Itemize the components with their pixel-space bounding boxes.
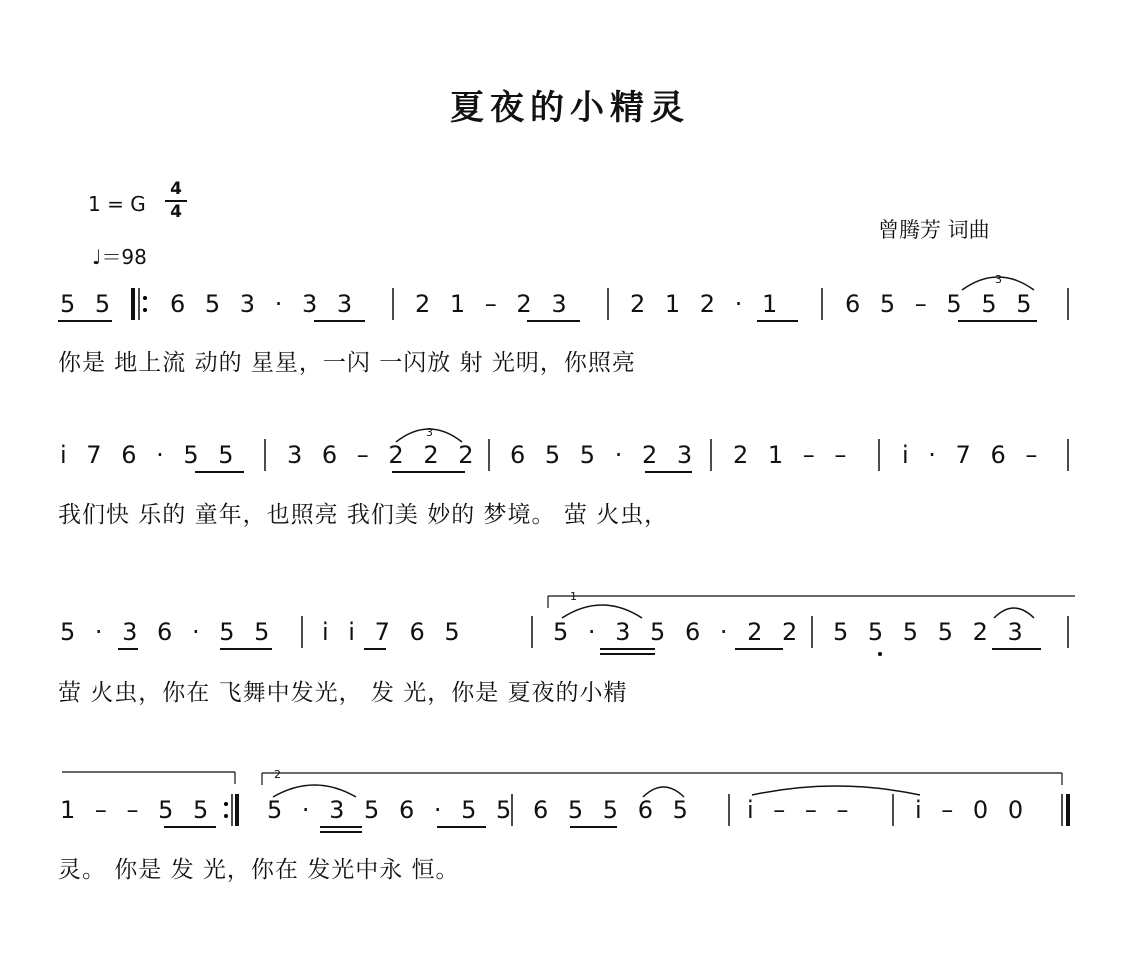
volta-1-label: 1 bbox=[570, 590, 577, 603]
measure-notes: 5 · 3 5 6 · 5 5 bbox=[267, 796, 518, 824]
tie-arc bbox=[752, 786, 920, 795]
measure-notes: 5 · 3 6 · 5 5 bbox=[60, 618, 276, 646]
lyric-line: 灵。 你是 发 光，你在 发光中永 恒。 bbox=[58, 857, 460, 883]
measure-notes: 5 5 bbox=[60, 290, 117, 318]
triplet-number: 3 bbox=[995, 273, 1002, 286]
measure-notes: i 7 6 · 5 5 bbox=[60, 441, 240, 469]
repeat-dot bbox=[143, 308, 147, 312]
measure-notes: 1 – – 5 5 bbox=[60, 796, 215, 824]
slur-arc bbox=[994, 608, 1034, 618]
measure-notes: 3 6 – 2 2 2 bbox=[287, 441, 480, 469]
measure-notes: 6 5 3 · 3 3 bbox=[170, 290, 359, 318]
low-octave-dot bbox=[878, 652, 882, 656]
measure-notes: 2 1 – 2 3 bbox=[415, 290, 573, 318]
slur-arc bbox=[562, 605, 642, 618]
measure-notes: 2 1 2 · 1 bbox=[630, 290, 784, 318]
measure-notes: i · 7 6 – bbox=[902, 441, 1044, 469]
measure-notes: 5 5 5 5 2 3 bbox=[833, 618, 1029, 646]
measure-notes: 6 5 5 · 2 3 bbox=[510, 441, 699, 469]
volta-2-label: 2 bbox=[274, 768, 281, 781]
key-signature: 1 = G bbox=[88, 192, 146, 216]
measure-notes: 6 5 – 5 5 5 bbox=[845, 290, 1038, 318]
repeat-dot bbox=[224, 802, 228, 806]
repeat-dot bbox=[224, 814, 228, 818]
measure-notes: 5 · 3 5 6 · 2 2 bbox=[553, 618, 804, 646]
measure-notes: 6 5 5 6 5 bbox=[533, 796, 694, 824]
quarter-note-icon: ♩ bbox=[92, 245, 102, 269]
measure-notes: i – 0 0 bbox=[915, 796, 1030, 824]
lyric-line: 萤 火虫，你在 飞舞中发光， 发 光，你是 夏夜的小精 bbox=[58, 680, 628, 706]
lyric-line: 你是 地上流 动的 星星，一闪 一闪放 射 光明，你照亮 bbox=[58, 350, 636, 376]
measure-notes: i – – – bbox=[747, 796, 855, 824]
triplet-number: 3 bbox=[426, 426, 433, 439]
tempo-value: ＝98 bbox=[101, 245, 147, 269]
repeat-dot bbox=[143, 296, 147, 300]
time-signature-top: 4 bbox=[170, 179, 182, 199]
measure-notes: i i 7 6 5 bbox=[322, 618, 466, 646]
author-credit: 曾腾芳 词曲 bbox=[878, 218, 990, 242]
lyric-line: 我们快 乐的 童年，也照亮 我们美 妙的 梦境。 萤 火虫， bbox=[58, 502, 669, 528]
measure-notes: 2 1 – – bbox=[733, 441, 853, 469]
time-signature-bottom: 4 bbox=[170, 202, 182, 222]
song-title: 夏夜的小精灵 bbox=[450, 88, 690, 128]
